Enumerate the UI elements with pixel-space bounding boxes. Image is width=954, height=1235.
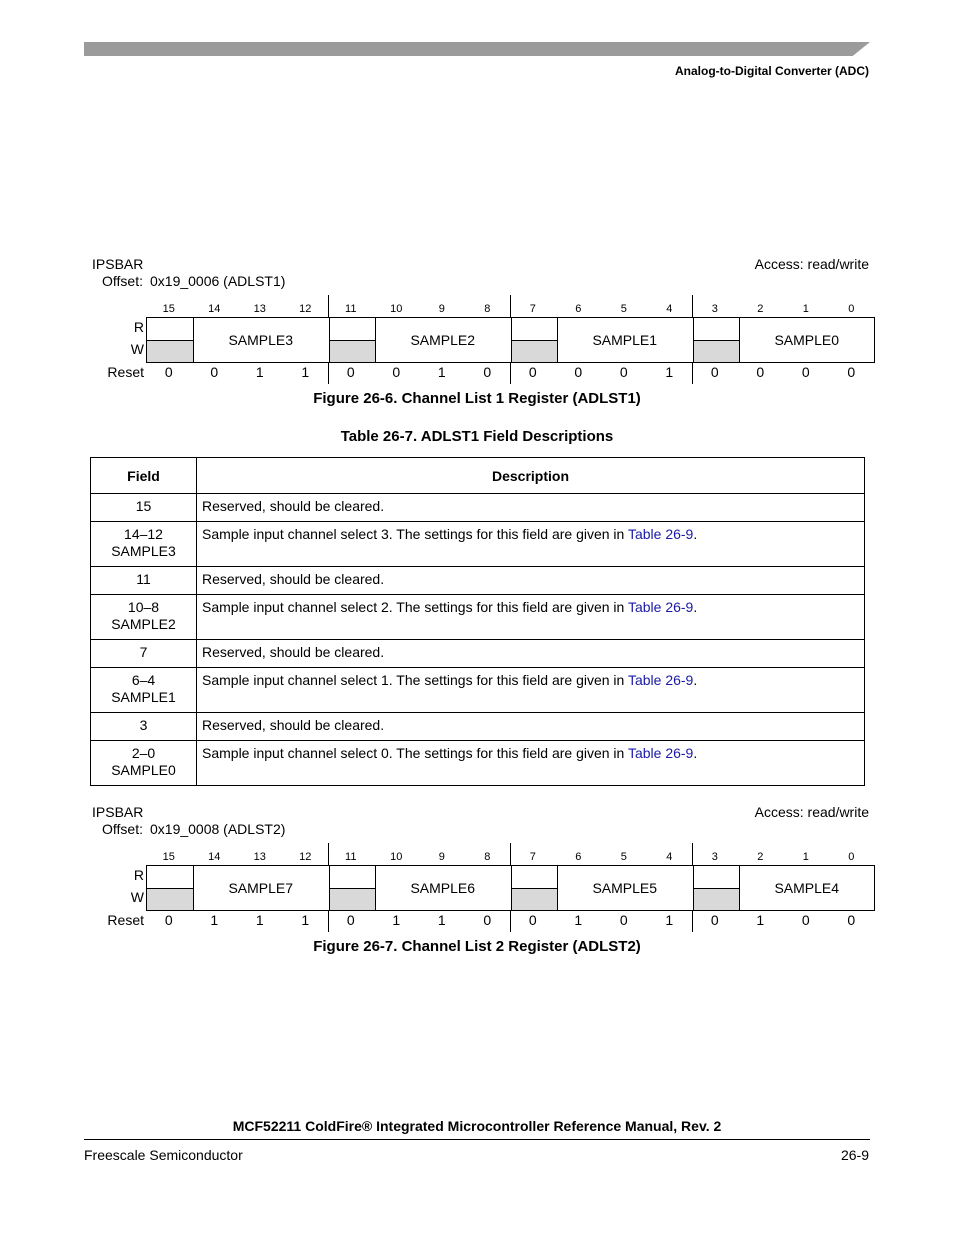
reset-value: 0	[619, 912, 628, 928]
reset-value: 0	[346, 364, 355, 380]
register-field: SAMPLE1	[592, 332, 658, 348]
field-bits: 3	[139, 717, 148, 733]
reserved-bit-write	[147, 340, 193, 362]
bit-number: 10	[390, 303, 403, 315]
reset-value: 0	[346, 912, 355, 928]
register-field: SAMPLE3	[228, 332, 294, 348]
reset-value: 0	[756, 364, 765, 380]
reset-value: 0	[847, 912, 856, 928]
field-divider	[329, 318, 330, 362]
description-tail: .	[693, 599, 698, 615]
bit-number: 3	[711, 851, 718, 863]
figure-caption: Figure 26-7. Channel List 2 Register (ADLST2)	[313, 938, 641, 955]
description-tail: .	[693, 526, 698, 542]
reserved-bit-read	[693, 318, 739, 340]
bit-number: 2	[757, 851, 764, 863]
reset-value: 0	[528, 912, 537, 928]
reserved-bit-write	[511, 340, 557, 362]
register-field: SAMPLE0	[774, 332, 840, 348]
register-box	[146, 317, 875, 363]
field-name: SAMPLE3	[111, 543, 176, 559]
reset-value: 0	[528, 364, 537, 380]
bit-number: 0	[848, 851, 855, 863]
field-name: SAMPLE0	[111, 762, 176, 778]
row-label-w: W	[130, 341, 144, 357]
field-cell	[91, 640, 197, 668]
field-cell	[91, 522, 197, 567]
column-header-field: Field	[91, 458, 197, 494]
row-label-w: W	[130, 889, 144, 905]
table-26-9-link[interactable]: Table 26-9	[627, 745, 694, 761]
bit-number: 10	[390, 851, 403, 863]
row-label-r: R	[133, 867, 144, 883]
reset-value: 1	[665, 364, 674, 380]
bit-number: 15	[162, 303, 175, 315]
company-name: Freescale Semiconductor	[84, 1147, 243, 1163]
reserved-bit-read	[329, 866, 375, 888]
description-tail: .	[693, 672, 698, 688]
bit-number: 6	[575, 303, 582, 315]
bit-number: 11	[345, 851, 357, 863]
reset-value: 1	[574, 912, 583, 928]
bit-number: 4	[666, 303, 673, 315]
reserved-bit-write	[329, 340, 375, 362]
bit-number: 4	[666, 851, 673, 863]
reserved-bit-read	[147, 318, 193, 340]
description-text: Sample input channel select 0. The settings for this field are given in	[202, 745, 628, 761]
bit-number: 15	[162, 851, 175, 863]
header-bar	[84, 42, 870, 56]
manual-title: MCF52211 ColdFire® Integrated Microcontroller Reference Manual, Rev. 2	[232, 1118, 722, 1134]
bit-number: 9	[438, 303, 445, 315]
description-cell	[197, 522, 865, 567]
description-cell	[197, 668, 865, 713]
reset-value: 1	[665, 912, 674, 928]
description-cell	[197, 567, 865, 595]
offset-value: 0x19_0006 (ADLST1)	[150, 273, 286, 289]
field-bits: 7	[139, 644, 148, 660]
bit-number: 3	[711, 303, 718, 315]
reset-value: 0	[801, 364, 810, 380]
field-cell	[91, 668, 197, 713]
table-row	[91, 713, 865, 741]
field-bits: 15	[135, 498, 152, 514]
reset-value: 1	[255, 912, 264, 928]
reset-value: 0	[164, 364, 173, 380]
bit-number: 13	[253, 303, 266, 315]
table-row	[91, 668, 865, 713]
table-header-row	[91, 458, 865, 494]
bit-number: 13	[253, 851, 266, 863]
table-row	[91, 494, 865, 522]
nibble-divider-top	[510, 295, 511, 317]
field-cell	[91, 494, 197, 522]
figure-caption: Figure 26-6. Channel List 1 Register (ADLST1)	[313, 390, 641, 407]
description-text: Reserved, should be cleared.	[202, 571, 385, 587]
table-26-9-link[interactable]: Table 26-9	[627, 672, 694, 688]
reset-label: Reset	[107, 364, 144, 380]
offset-label: Offset:	[102, 273, 143, 289]
register-field: SAMPLE7	[228, 880, 294, 896]
bit-number: 6	[575, 851, 582, 863]
bit-number: 5	[620, 303, 627, 315]
row-label-r: R	[133, 319, 144, 335]
field-divider	[329, 866, 330, 910]
reserved-bit-read	[147, 866, 193, 888]
bit-number: 7	[529, 851, 536, 863]
table-26-9-link[interactable]: Table 26-9	[627, 526, 694, 542]
table-row	[91, 567, 865, 595]
column-header-description: Description	[197, 458, 865, 494]
bit-number: 11	[345, 303, 357, 315]
nibble-divider-top	[328, 295, 329, 317]
nibble-divider-top	[328, 843, 329, 865]
description-tail: .	[693, 745, 698, 761]
reserved-bit-write	[147, 888, 193, 910]
reserved-bit-write	[511, 888, 557, 910]
table-26-9-link[interactable]: Table 26-9	[627, 599, 694, 615]
field-divider	[511, 318, 512, 362]
register-box	[146, 865, 875, 911]
description-cell	[197, 713, 865, 741]
reset-value: 1	[392, 912, 401, 928]
reset-value: 1	[437, 912, 446, 928]
table-row	[91, 595, 865, 640]
field-name: SAMPLE2	[111, 616, 176, 632]
field-cell	[91, 595, 197, 640]
field-bits: 2–0	[131, 745, 156, 761]
bit-number: 0	[848, 303, 855, 315]
description-cell	[197, 494, 865, 522]
table-row	[91, 741, 865, 786]
reset-value: 0	[710, 912, 719, 928]
field-cell	[91, 741, 197, 786]
bit-number: 1	[802, 851, 809, 863]
bit-number: 12	[299, 303, 312, 315]
nibble-divider-top	[510, 843, 511, 865]
field-bits: 14–12	[124, 526, 163, 542]
description-text: Sample input channel select 1. The settings for this field are given in	[202, 672, 628, 688]
bit-number: 1	[802, 303, 809, 315]
register-field: SAMPLE6	[410, 880, 476, 896]
reset-value: 0	[801, 912, 810, 928]
field-name: SAMPLE1	[111, 689, 176, 705]
description-text: Reserved, should be cleared.	[202, 644, 385, 660]
bit-number: 8	[484, 851, 491, 863]
page-number: 26-9	[840, 1147, 869, 1163]
bit-number: 2	[757, 303, 764, 315]
description-cell	[197, 741, 865, 786]
field-bits: 6–4	[131, 672, 156, 688]
access-label: Access: read/write	[754, 804, 869, 820]
reset-value: 1	[756, 912, 765, 928]
reset-value: 0	[164, 912, 173, 928]
bit-number: 9	[438, 851, 445, 863]
offset-value: 0x19_0008 (ADLST2)	[150, 821, 286, 837]
reset-value: 0	[619, 364, 628, 380]
bit-number: 14	[208, 851, 221, 863]
reserved-bit-write	[329, 888, 375, 910]
table-row	[91, 522, 865, 567]
description-cell	[197, 595, 865, 640]
field-divider	[693, 318, 694, 362]
register-field: SAMPLE4	[774, 880, 840, 896]
field-cell	[91, 567, 197, 595]
reset-label: Reset	[107, 912, 144, 928]
reserved-bit-read	[511, 866, 557, 888]
base-label: IPSBAR	[92, 256, 144, 272]
footer-rule	[84, 1139, 870, 1140]
reset-value: 1	[301, 912, 310, 928]
bit-number: 5	[620, 851, 627, 863]
reset-value: 0	[710, 364, 719, 380]
reserved-bit-read	[693, 866, 739, 888]
description-cell	[197, 640, 865, 668]
field-bits: 10–8	[127, 599, 160, 615]
reserved-bit-read	[511, 318, 557, 340]
base-label: IPSBAR	[92, 804, 144, 820]
field-divider	[693, 866, 694, 910]
field-divider	[511, 866, 512, 910]
description-text: Reserved, should be cleared.	[202, 498, 385, 514]
reset-value: 1	[301, 364, 310, 380]
reset-value: 0	[392, 364, 401, 380]
reset-value: 0	[483, 912, 492, 928]
nibble-divider-top	[692, 843, 693, 865]
bit-number: 14	[208, 303, 221, 315]
nibble-divider-top	[692, 295, 693, 317]
register-field: SAMPLE2	[410, 332, 476, 348]
reset-value: 0	[574, 364, 583, 380]
description-text: Sample input channel select 3. The settings for this field are given in	[202, 526, 628, 542]
bit-number: 8	[484, 303, 491, 315]
bit-number: 12	[299, 851, 312, 863]
field-bits: 11	[136, 571, 151, 587]
reset-value: 0	[210, 364, 219, 380]
table-title: Table 26-7. ADLST1 Field Descriptions	[340, 428, 614, 445]
reserved-bit-write	[693, 888, 739, 910]
reserved-bit-read	[329, 318, 375, 340]
field-description-table	[90, 457, 865, 786]
table-row	[91, 640, 865, 668]
reserved-bit-write	[693, 340, 739, 362]
reset-value: 0	[483, 364, 492, 380]
reset-value: 1	[437, 364, 446, 380]
section-title: Analog-to-Digital Converter (ADC)	[675, 64, 869, 78]
reset-value: 0	[847, 364, 856, 380]
bit-number: 7	[529, 303, 536, 315]
field-cell	[91, 713, 197, 741]
offset-label: Offset:	[102, 821, 143, 837]
reset-value: 1	[255, 364, 264, 380]
description-text: Reserved, should be cleared.	[202, 717, 385, 733]
access-label: Access: read/write	[754, 256, 869, 272]
register-field: SAMPLE5	[592, 880, 658, 896]
description-text: Sample input channel select 2. The settings for this field are given in	[202, 599, 628, 615]
reset-value: 1	[210, 912, 219, 928]
